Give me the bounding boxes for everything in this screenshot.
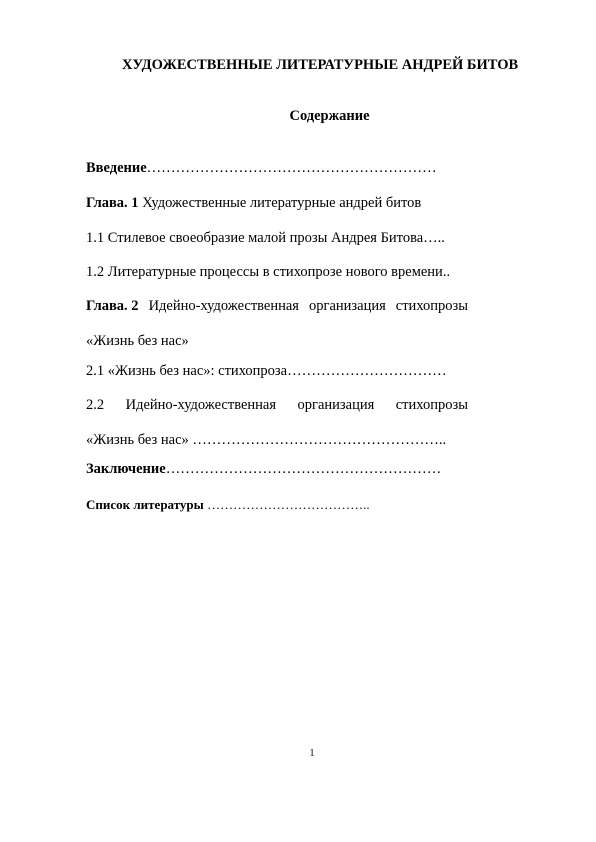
toc-entry-references bbox=[86, 497, 370, 513]
toc-entry-1-1: 1.1 Стилевое своеобразие малой прозы Андрея Битова….. bbox=[86, 230, 445, 246]
toc-entry-chapter-1 bbox=[86, 195, 421, 212]
toc-entry-2-2 bbox=[86, 397, 468, 414]
toc-entry-1-2: 1.2 Литературные процессы в стихопрозе нового времени.. bbox=[86, 264, 451, 280]
toc-entry-2-2-cont: «Жизнь без нас» …………………………………………….. bbox=[86, 432, 447, 448]
toc-leader: ………………………………………………… bbox=[165, 461, 442, 477]
toc-entry-label: Введение bbox=[86, 160, 147, 176]
toc-entry-word: стихопрозы bbox=[395, 397, 468, 413]
toc-entry-word: Идейно-художественная bbox=[125, 397, 277, 413]
toc-leader: …………………………………………………… bbox=[146, 160, 437, 176]
toc-entry-conclusion bbox=[86, 461, 441, 478]
toc-entry-intro bbox=[86, 160, 437, 177]
toc-heading: Содержание bbox=[289, 108, 370, 124]
toc-entry-chapter-2 bbox=[86, 298, 468, 315]
document-title: ХУДОЖЕСТВЕННЫЕ ЛИТЕРАТУРНЫЕ АНДРЕЙ БИТОВ bbox=[122, 57, 519, 73]
toc-entry-word: организация bbox=[297, 397, 375, 413]
toc-entry-word: стихопрозы bbox=[395, 298, 468, 314]
toc-entry-word: 2.2 bbox=[86, 397, 105, 413]
toc-entry-label: Список литературы bbox=[86, 497, 204, 512]
toc-entry-label: Глава. 2 bbox=[86, 298, 139, 314]
toc-leader: ……………………………….. bbox=[203, 497, 370, 512]
toc-entry-word: Идейно-художественная bbox=[148, 298, 299, 314]
toc-entry-label: Глава. 1 bbox=[86, 195, 139, 211]
toc-entry-word: организация bbox=[309, 298, 386, 314]
toc-entry-2-1: 2.1 «Жизнь без нас»: стихопроза…………………………… bbox=[86, 363, 447, 379]
toc-entry-text: Художественные литературные андрей битов bbox=[138, 195, 422, 211]
page-number: 1 bbox=[309, 748, 315, 759]
toc-entry-label: Заключение bbox=[86, 461, 166, 477]
toc-entry-chapter-2-cont: «Жизнь без нас» bbox=[86, 333, 189, 349]
